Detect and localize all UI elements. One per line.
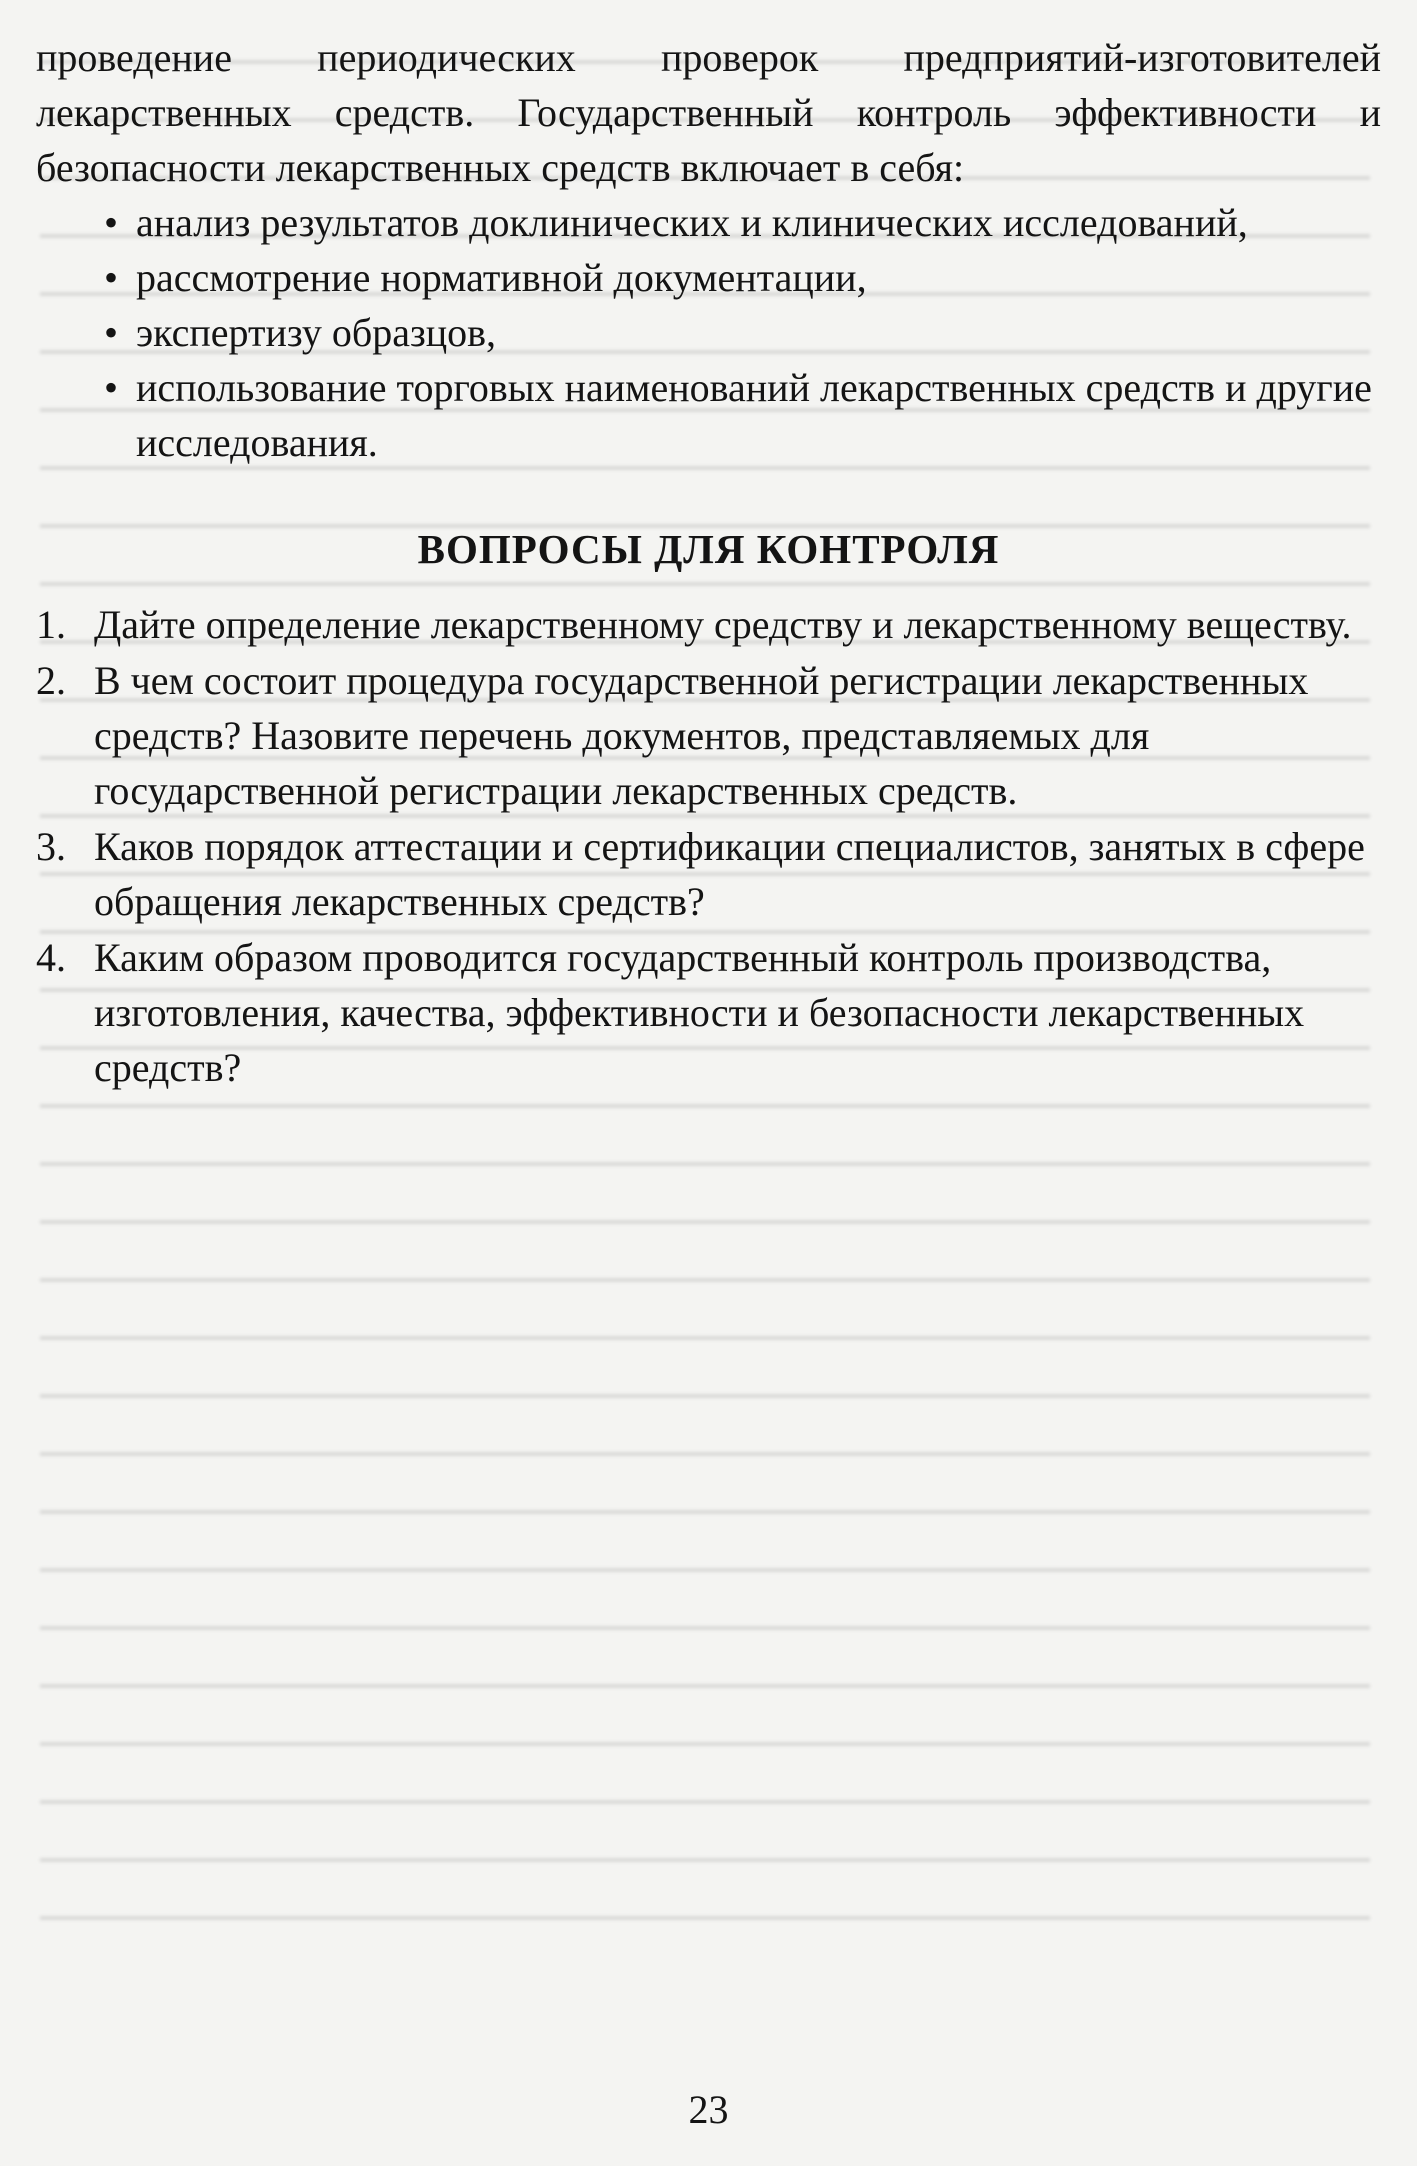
question-number: 1. bbox=[36, 602, 66, 647]
question-text: Каков порядок аттестации и сертификации специалистов, занятых в сфере обращения лекарственных средств? bbox=[94, 824, 1365, 924]
intro-paragraph: проведение периодических проверок предприятий-изготовителей лекарственных средств. Государственный контроль эффективности и безопасности лекарственных средств включает в себя: bbox=[36, 35, 1381, 190]
page-number: 23 bbox=[688, 2087, 729, 2132]
question-item bbox=[36, 597, 1381, 652]
question-item bbox=[36, 653, 1381, 818]
question-number: 4. bbox=[36, 935, 66, 980]
bullet-text: использование торговых наименований лекарственных средств и другие исследования. bbox=[136, 365, 1372, 465]
section-heading: ВОПРОСЫ ДЛЯ КОНТРОЛЯ bbox=[417, 526, 1000, 572]
bullet-text: рассмотрение нормативной документации, bbox=[136, 255, 867, 300]
question-item bbox=[36, 819, 1381, 929]
bullet-dot-icon: • bbox=[103, 200, 118, 245]
question-text: Каким образом проводится государственный контроль производства, изготовления, качества, эффективности и безопасности лекарственных средств? bbox=[94, 935, 1305, 1090]
question-text: Дайте определение лекарственному средству и лекарственному веществу. bbox=[94, 602, 1352, 647]
bullet-dot-icon: • bbox=[103, 255, 118, 300]
bullet-text: экспертизу образцов, bbox=[136, 310, 497, 355]
list-item bbox=[36, 195, 1381, 250]
list-item bbox=[36, 305, 1381, 360]
list-item bbox=[36, 360, 1381, 470]
question-text: В чем состоит процедура государственной регистрации лекарственных средств? Назовите перечень документов, представляемых для государственной регистрации лекарственных средств. bbox=[94, 658, 1309, 813]
question-number: 2. bbox=[36, 658, 66, 703]
page-content bbox=[36, 30, 1381, 1096]
bullet-text: анализ результатов доклинических и клинических исследований, bbox=[136, 200, 1248, 245]
question-number: 3. bbox=[36, 824, 66, 869]
questions-list bbox=[36, 597, 1381, 1095]
question-item bbox=[36, 930, 1381, 1095]
bullet-dot-icon: • bbox=[103, 310, 118, 355]
bullet-dot-icon: • bbox=[103, 365, 118, 410]
bullet-list bbox=[36, 195, 1381, 470]
list-item bbox=[36, 250, 1381, 305]
